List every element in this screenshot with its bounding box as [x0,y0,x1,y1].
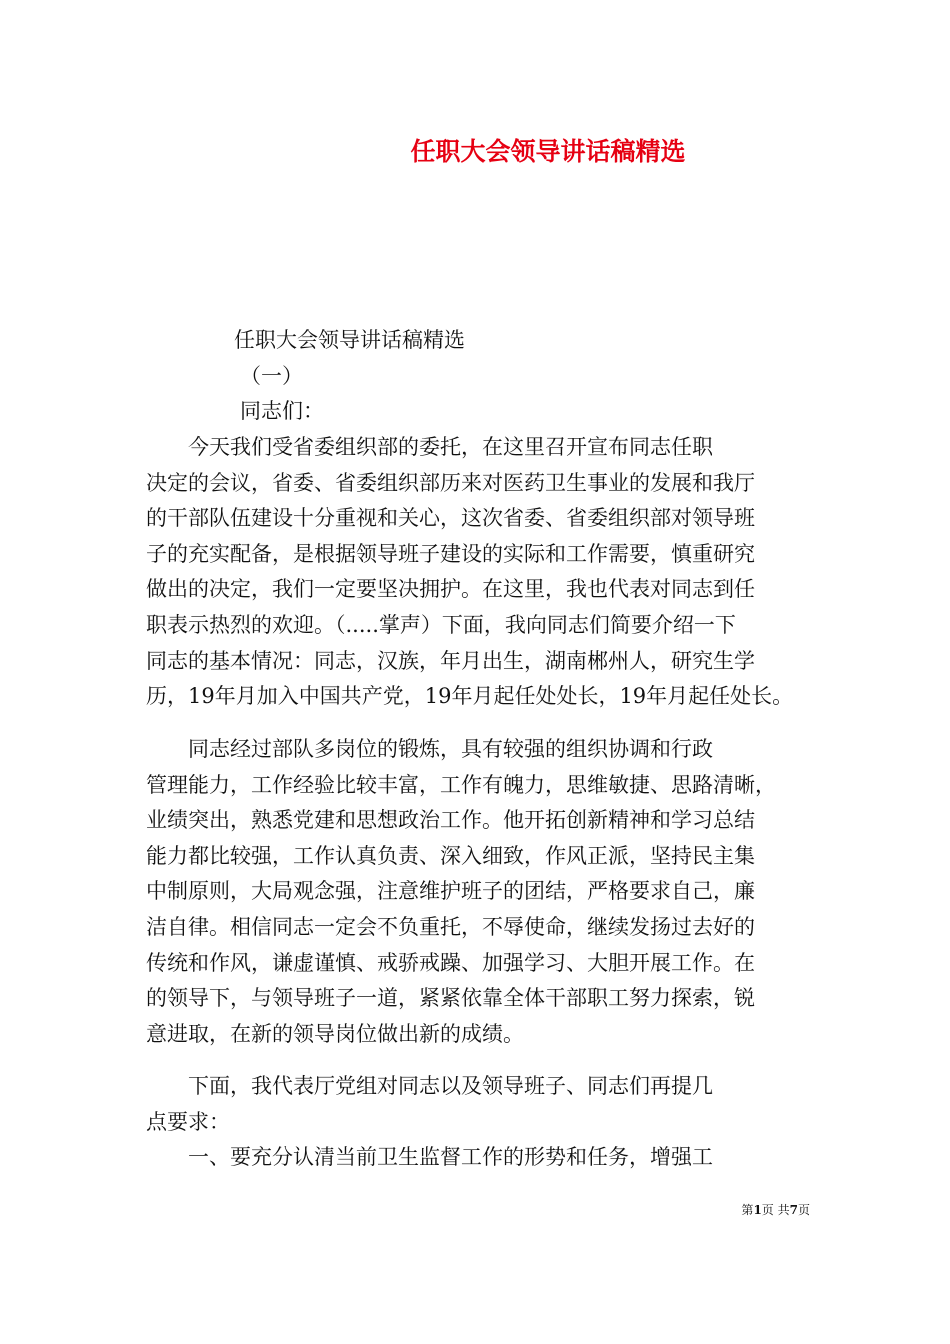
paragraph-line: 历，19年月加入中国共产党，19年月起任处处长，19年月起任处长。 [146,684,794,709]
paragraph-line: 今天我们受省委组织部的委托，在这里召开宣布同志任职 [146,435,713,459]
total-pages-number: 7 [789,1203,798,1217]
footer-suffix: 页 [797,1203,810,1217]
footer-prefix: 第 [741,1203,754,1217]
section-marker: （一） [240,364,303,388]
paragraph-line: 洁自律。相信同志一定会不负重托，不辱使命，继续发扬过去好的 [146,914,755,939]
paragraph-line: 中制原则，大局观念强，注意维护班子的团结，严格要求自己，廉 [146,879,755,904]
current-page-number: 1 [753,1203,762,1217]
paragraph-line: 做出的决定，我们一定要坚决拥护。在这里，我也代表对同志到任 [146,577,755,602]
paragraph-requirements [146,1069,806,1140]
paragraph-line: 业绩突出，熟悉党建和思想政治工作。他开拓创新精神和学习总结 [146,808,755,833]
paragraph-point-one [146,1140,806,1176]
paragraph-profile [146,732,806,1052]
paragraph-line: 的干部队伍建设十分重视和关心，这次省委、省委组织部对领导班 [146,506,755,531]
paragraph-line: 管理能力，工作经验比较丰富，工作有魄力，思维敏捷、思路清晰， [146,772,776,797]
document-title: 任职大会领导讲话稿精选 [410,137,686,166]
paragraph-line: 意进取，在新的领导岗位做出新的成绩。 [146,1021,524,1046]
paragraph-line: 同志的基本情况：同志，汉族，年月出生，湖南郴州人，研究生学 [146,648,755,673]
paragraph-line: 职表示热烈的欢迎。（.....掌声）下面，我向同志们简要介绍一下 [146,612,736,637]
document-subtitle: 任职大会领导讲话稿精选 [234,328,465,352]
paragraph-line: 的领导下，与领导班子一道，紧紧依靠全体干部职工努力探索，锐 [146,986,755,1011]
paragraph-line: 点要求： [146,1109,230,1134]
page-footer [700,1201,810,1218]
paragraph-line: 决定的会议，省委、省委组织部历来对医药卫生事业的发展和我厅 [146,470,755,495]
paragraph-line: 传统和作风，谦虚谨慎、戒骄戒躁、加强学习、大胆开展工作。在 [146,950,755,975]
paragraph-line: 子的充实配备，是根据领导班子建设的实际和工作需要，慎重研究 [146,541,755,566]
paragraph-line: 一、要充分认清当前卫生监督工作的形势和任务，增强工 [146,1145,713,1169]
footer-middle: 页 共 [761,1203,790,1217]
salutation: 同志们： [240,399,324,423]
paragraph-line: 同志经过部队多岗位的锻炼，具有较强的组织协调和行政 [146,737,713,761]
paragraph-line: 能力都比较强，工作认真负责、深入细致，作风正派，坚持民主集 [146,843,755,868]
paragraph-intro [146,430,806,715]
paragraph-line: 下面，我代表厅党组对同志以及领导班子、同志们再提几 [146,1074,713,1098]
